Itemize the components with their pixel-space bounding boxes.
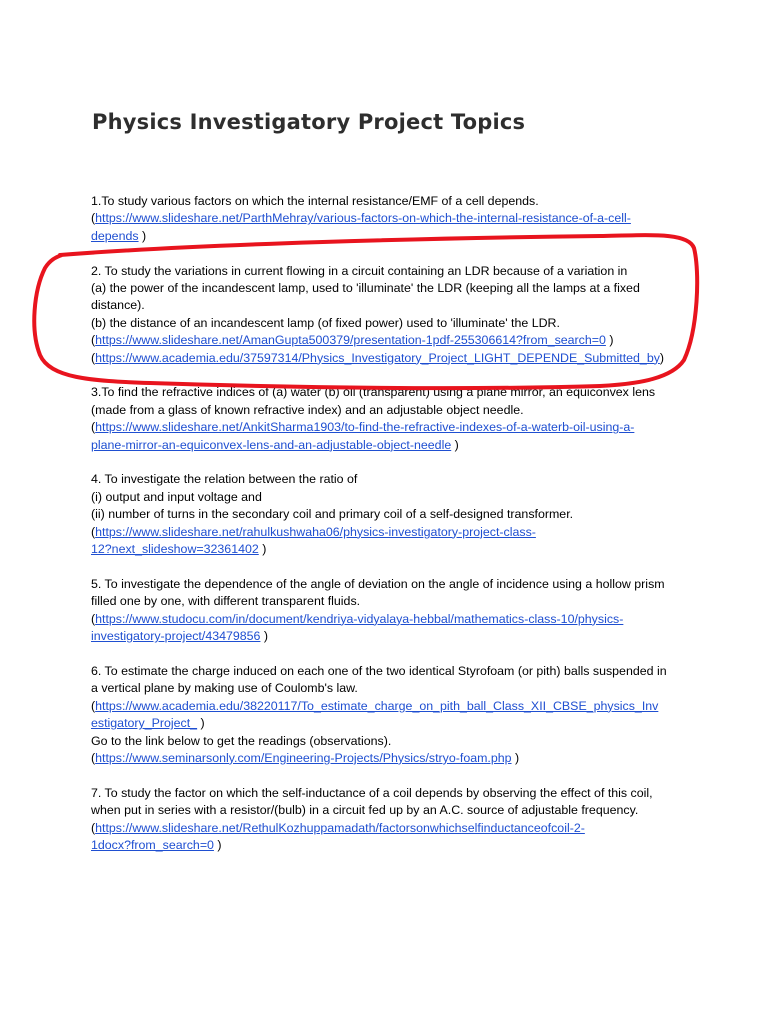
- topic-7-link-continued[interactable]: 1docx?from_search=0: [91, 837, 214, 852]
- topic-5-title: 5. To investigate the dependence of the angle of deviation on the angle of incidence using a hollow prism: [91, 576, 665, 591]
- paren-open: (: [91, 524, 96, 539]
- topic-2-part-a: (a) the power of the incandescent lamp, used to 'illuminate' the LDR (keeping all the lamps at a fixed: [91, 281, 640, 296]
- topic-3-title-cont: (made from a glass of known refractive index) and an adjustable object needle.: [91, 402, 524, 417]
- topic-2-link-1[interactable]: https://www.slideshare.net/AmanGupta500379/presentation-1pdf-255306614?from_search=0: [95, 333, 606, 348]
- topic-7: [91, 785, 691, 855]
- paren-close: ): [138, 228, 147, 243]
- topic-1-link-continued[interactable]: depends: [91, 228, 139, 243]
- topic-2-part-b: (b) the distance of an incandescent lamp (of fixed power) used to 'illuminate' the LDR.: [91, 315, 560, 330]
- page-title: Physics Investigatory Project Topics: [92, 110, 526, 134]
- topic-6-link-1-continued[interactable]: estigatory_Project_: [91, 716, 198, 731]
- paren-open: (: [91, 211, 96, 226]
- topic-6-link-1[interactable]: https://www.academia.edu/38220117/To_estimate_charge_on_pith_ball_Class_XII_CBSE_physics_Inv: [95, 698, 659, 713]
- paren-close: ): [213, 837, 222, 852]
- topic-4-item-ii: (ii) number of turns in the secondary coil and primary coil of a self-designed transformer.: [91, 507, 574, 522]
- topic-3-link[interactable]: https://www.slideshare.net/AnkitSharma1903/to-find-the-refractive-indexes-of-a-waterb-oil-using-a-: [95, 420, 635, 435]
- topic-3: [91, 384, 691, 454]
- topic-4-title: 4. To investigate the relation between the ratio of: [91, 472, 358, 487]
- topic-1-link[interactable]: https://www.slideshare.net/ParthMehray/various-factors-on-which-the-internal-resistance-of-a-cell-: [95, 211, 631, 226]
- topic-6-readings-note: Go to the link below to get the readings (observations).: [91, 733, 392, 748]
- topic-2-title: 2. To study the variations in current flowing in a circuit containing an LDR because of a variation in: [91, 263, 628, 278]
- paren-open: (: [91, 350, 96, 365]
- topic-2-part-a-cont: distance).: [91, 298, 145, 313]
- topic-2-link-2[interactable]: https://www.academia.edu/37597314/Physics_Investigatory_Project_LIGHT_DEPENDE_Submitted_by: [95, 350, 660, 365]
- topic-2: [91, 263, 691, 367]
- topic-1: [91, 193, 691, 245]
- paren-close: ): [659, 350, 665, 365]
- paren-open: (: [91, 333, 96, 348]
- paren-close: ): [260, 629, 269, 644]
- topic-7-title-cont: when put in series with a resistor/(bulb) in a circuit fed up by an A.C. source of adjustable frequency.: [91, 803, 639, 818]
- topic-6-link-2[interactable]: https://www.seminarsonly.com/Engineering-Projects/Physics/stryo-foam.php: [95, 750, 512, 765]
- paren-close: ): [511, 750, 520, 765]
- topic-5: [91, 576, 691, 646]
- topic-7-link[interactable]: https://www.slideshare.net/RethulKozhuppamadath/factorsonwhichselfinductanceofcoil-2-: [95, 820, 585, 835]
- topic-1-title: 1.To study various factors on which the internal resistance/EMF of a cell depends.: [91, 194, 539, 208]
- topic-6-title-cont: a vertical plane by making use of Coulomb's law.: [91, 681, 358, 696]
- paren-open: (: [91, 611, 96, 626]
- topic-5-title-cont: filled one by one, with different transparent fluids.: [91, 594, 361, 609]
- topic-4-link-continued[interactable]: 12?next_slideshow=32361402: [91, 542, 259, 557]
- paren-open: (: [91, 820, 96, 835]
- topic-7-title: 7. To study the factor on which the self-inductance of a coil depends by observing the effect of this coil,: [91, 785, 653, 800]
- topic-4-link[interactable]: https://www.slideshare.net/rahulkushwaha06/physics-investigatory-project-class-: [95, 524, 536, 539]
- topic-4: [91, 471, 691, 558]
- topic-5-link-continued[interactable]: investigatory-project/43479856: [91, 629, 261, 644]
- topic-3-title: 3.To find the refractive indices of (a) water (b) oil (transparent) using a plane mirror, an equiconvex lens: [91, 385, 656, 400]
- paren-open: (: [91, 750, 96, 765]
- paren-close: ): [451, 437, 459, 452]
- topic-5-link[interactable]: https://www.studocu.com/in/document/kendriya-vidyalaya-hebbal/mathematics-class-10/physics-: [95, 611, 624, 626]
- paren-close: ): [258, 542, 267, 557]
- topic-3-link-continued[interactable]: plane-mirror-an-equiconvex-lens-and-an-adjustable-object-needle: [91, 437, 452, 452]
- topic-6: [91, 663, 691, 767]
- topic-4-item-i: (i) output and input voltage and: [91, 489, 262, 504]
- topic-6-title: 6. To estimate the charge induced on each one of the two identical Styrofoam (or pith) balls suspended in: [91, 663, 667, 678]
- paren-close: ): [197, 716, 205, 731]
- paren-close: ): [605, 333, 614, 348]
- paren-open: (: [91, 420, 96, 435]
- topics-list: [91, 193, 691, 872]
- paren-open: (: [91, 698, 96, 713]
